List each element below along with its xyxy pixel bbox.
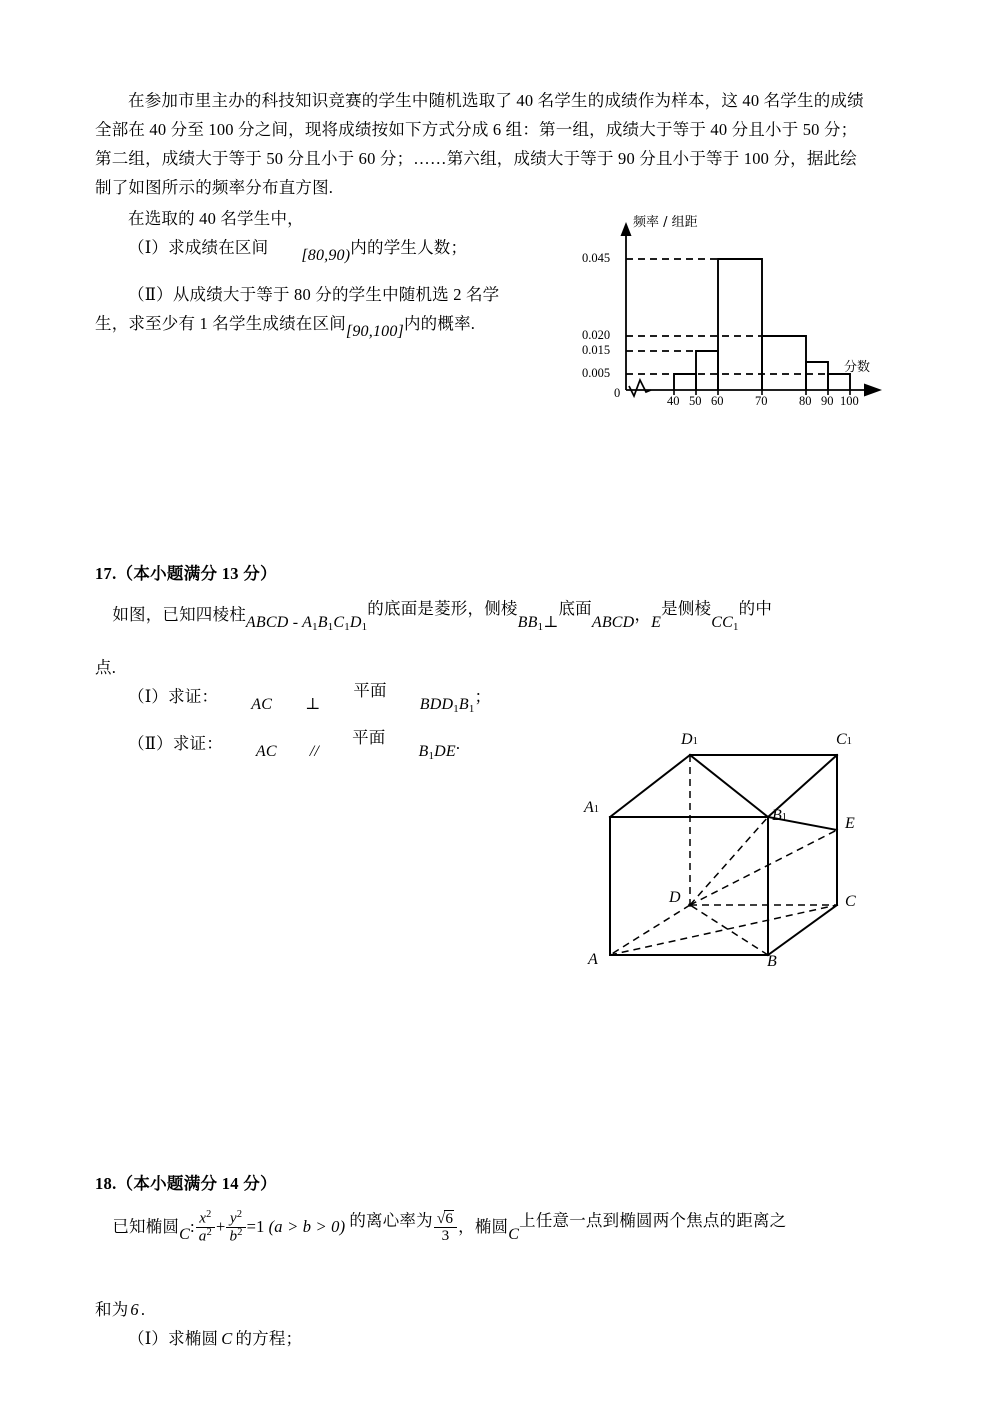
problem17-point-e: E (651, 614, 662, 631)
x-tick-2: 60 (711, 394, 724, 408)
problem16-part2-prefix: 生，求至少有 1 名学生成绩在区间 (95, 314, 346, 333)
vertex-label-E: E (845, 815, 855, 832)
problem16-part2-line2 (95, 309, 575, 339)
problem18-part1-C: C (221, 1329, 233, 1348)
vertex-label-C1: C1 (836, 731, 852, 748)
problem16-part2-suffix: 内的概率. (403, 314, 476, 333)
vertex-label-D1: D1 (681, 731, 698, 748)
ellipse-condition: (a > b > 0) (268, 1216, 346, 1236)
vertex-label-A1: A1 (584, 799, 600, 816)
problem17-part2-ac: AC (255, 743, 277, 760)
perpendicular-symbol-2: ⊥ (305, 696, 321, 713)
problem16-part1-interval: [80,90) (301, 247, 351, 264)
problem16-part1 (95, 233, 615, 263)
problem17-part2-tail: . (455, 734, 461, 753)
frequency-histogram (582, 214, 906, 408)
problem16-body-line2: 全部在 40 分至 100 分之间，现将成绩按如下方式分成 6 组：第一组，成绩大于等于 40 分且小于 50 分； (95, 120, 858, 139)
problem16-part1-prefix: （Ⅰ）求成绩在区间 (128, 238, 269, 257)
ellipse-term-y2b2: $\frac{y^2}{b^2}$ (226, 1210, 245, 1244)
problem16-part1-suffix: 内的学生人数； (350, 238, 468, 257)
ellipse-term-x2a2: $\frac{x^2}{a^2}$ (196, 1210, 215, 1244)
perpendicular-symbol: ⊥ (543, 614, 559, 631)
y-tick-3: 0.005 (582, 366, 611, 380)
vertex-label-C: C (845, 893, 856, 910)
vertex-label-B: B (767, 953, 777, 970)
problem16-part2 (95, 280, 575, 339)
x-axis-label: 分数 (844, 360, 871, 375)
equals-one: =1 (246, 1216, 265, 1236)
problem17-stem-d: 是侧棱 (661, 599, 712, 618)
problem17-part2 (95, 729, 575, 764)
problem17-stem-e: 的中 (738, 599, 773, 618)
problem16-part2-interval: [90,100] (345, 323, 404, 340)
problem18-part1 (95, 1324, 595, 1353)
problem18-stem-a: 已知椭圆 (112, 1216, 180, 1236)
problem17-heading: 17.（本小题满分 13 分） (95, 564, 277, 583)
problem17-part1-plane-word: 平面 (353, 681, 387, 700)
problem17-stem-c: 底面 (558, 599, 592, 618)
y-tick-1: 0.020 (582, 328, 611, 342)
bar-70-80 (762, 336, 806, 390)
problem17-part2-plane-name: B1DE (418, 743, 456, 763)
problem18-heading: 18.（本小题满分 14 分） (95, 1174, 277, 1193)
problem17-part1 (95, 682, 575, 717)
bar-80-90 (806, 362, 828, 390)
problem17-stem-b: 的底面是菱形，侧棱 (367, 599, 518, 618)
problem17-base-name: ABCD (591, 614, 635, 631)
y-axis-arrow (621, 222, 632, 236)
problem17-part1-plane-name: BDD1B1 (419, 696, 475, 716)
vertex-label-B1: B1 (772, 807, 788, 824)
problem18-stem-b: 的离心率为 (349, 1210, 433, 1230)
problem16-body (95, 86, 907, 202)
problem17-prism-name: ABCD - A1B1C1D1 (245, 614, 368, 634)
x-tick-1: 50 (689, 394, 702, 408)
x-tick-3: 70 (755, 394, 768, 408)
edge-D-A (610, 905, 690, 955)
histogram-svg (596, 214, 906, 404)
bar-50-60 (696, 351, 718, 390)
problem17-part1-tail: ； (474, 687, 492, 706)
plus-sign: + (215, 1216, 226, 1236)
problem18-ellipse-C2: C (508, 1225, 520, 1243)
bar-40-50 (674, 374, 696, 390)
problem18-sum-suffix: . (140, 1300, 146, 1319)
problem17-part1-label: （Ⅰ）求证： (128, 687, 219, 706)
problem18-part1-suffix: 的方程； (235, 1329, 303, 1348)
x-axis-arrow (864, 384, 882, 397)
problem18-ellipse-C: C (179, 1225, 190, 1243)
problem17-stem (95, 600, 910, 635)
bar-90-100 (828, 374, 850, 390)
y-tick-0: 0.045 (582, 251, 611, 265)
x-tick-5: 90 (821, 394, 834, 408)
problem18-stem-d (95, 1295, 595, 1324)
problem18-colon: : (190, 1216, 195, 1236)
y-axis-label: 频率 / 组距 (633, 215, 698, 230)
problem18-stem-comma: ，椭圆 (458, 1216, 509, 1236)
problem17-part2-plane-word: 平面 (352, 728, 386, 747)
vertex-label-A: A (588, 951, 598, 968)
visible-edges (610, 755, 837, 955)
y-tick-2: 0.015 (582, 343, 611, 357)
problem16-body-line3: 第二组，成绩大于等于 50 分且小于 60 分；……第六组，成绩大于等于 90 分且小于等于 100 分，据此绘 (95, 149, 857, 168)
eccentricity-fraction: $\frac{√6}{3}$ (434, 1210, 457, 1244)
segment-D-E (690, 830, 837, 905)
problem18-stem-c: 上任意一点到椭圆两个焦点的距离之 (519, 1210, 787, 1230)
diagonal-D1-B1 (690, 755, 768, 817)
problem18-sum-prefix: 和为 (95, 1300, 129, 1319)
problem16-body-line1: 在参加市里主办的科技知识竞赛的学生中随机选取了 40 名学生的成绩作为样本，这 40 名学生的成绩 (128, 91, 864, 110)
x-tick-0: 40 (667, 394, 680, 408)
problem17-stem-a: 如图，已知四棱柱 (112, 605, 246, 624)
problem18-part1-prefix: （Ⅰ）求椭圆 (128, 1329, 219, 1348)
problem17-stem-f: 点. (95, 658, 117, 677)
x-tick-4: 80 (799, 394, 812, 408)
parallel-symbol: // (309, 743, 320, 760)
problem18-sum-value: 6 (130, 1300, 139, 1319)
axis-break-squiggle (629, 380, 651, 396)
problem18-stem (95, 1210, 915, 1244)
edge-D1-A1 (610, 755, 690, 817)
prism-figure (575, 725, 875, 975)
problem17-part2-label: （Ⅱ）求证： (128, 734, 223, 753)
problem16-lead-in: 在选取的 40 名学生中， (128, 209, 304, 228)
histogram-bars (674, 259, 850, 390)
problem17-stem-comma: ， (634, 605, 652, 624)
vertex-dot-D (688, 903, 692, 907)
problem16-part2-line1: （Ⅱ）从成绩大于等于 80 分的学生中随机选 2 名学 (128, 285, 500, 304)
problem17-lateral-edge: BB1 (517, 614, 544, 634)
prism-svg (575, 725, 875, 975)
x-tick-6: 100 (840, 394, 859, 408)
diagonal-B-D (690, 905, 768, 955)
problem17-part1-ac: AC (251, 696, 273, 713)
gridlines (626, 259, 850, 374)
problem16-body-line4: 制了如图所示的频率分布直方图. (95, 178, 334, 197)
problem17-edge-cc1: CC1 (711, 614, 739, 634)
vertex-label-D: D (669, 889, 681, 906)
segment-D-B1 (690, 817, 768, 905)
bar-60-70 (718, 259, 762, 390)
origin-label: 0 (614, 386, 621, 400)
